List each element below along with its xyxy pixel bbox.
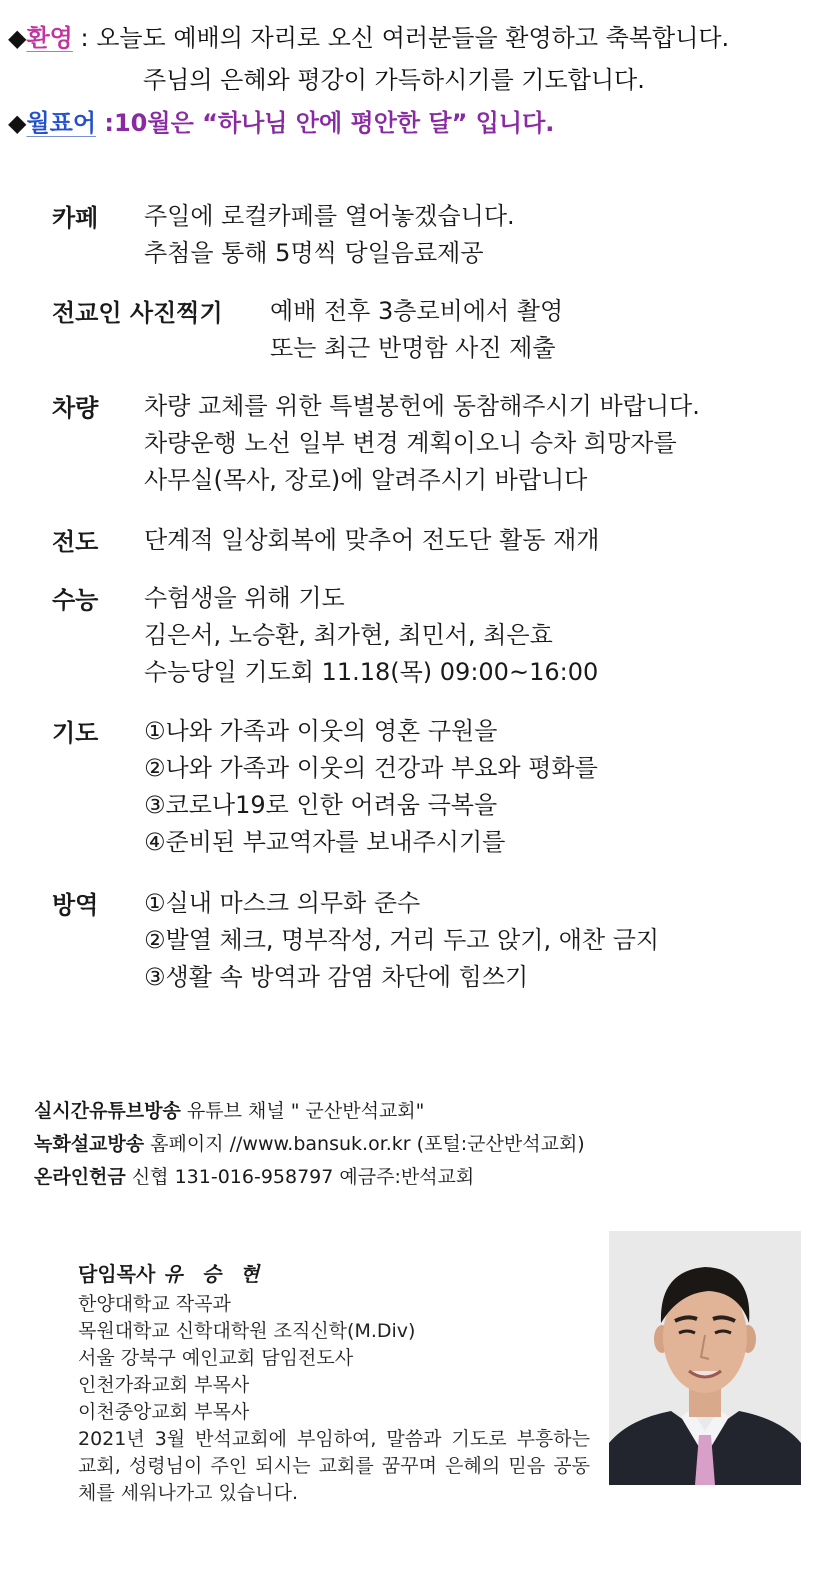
info-offering bbox=[34, 1162, 474, 1189]
welcome-text: : 오늘도 예배의 자리로 오신 여러분들을 환영하고 축복합니다. bbox=[72, 24, 730, 52]
pastor-statement: 2021년 3월 반석교회에 부임하여, 말씀과 기도로 부흥하는 교회, 성령님이 주인 되시는 교회를 꿈꾸며 은혜의 믿음 공동체를 세워나가고 있습니다. bbox=[78, 1428, 590, 1504]
section-line: 김은서, 노승환, 최가현, 최민서, 최은효 bbox=[144, 621, 553, 649]
section-label: 차량 bbox=[52, 394, 99, 422]
section-line: ②나와 가족과 이웃의 건강과 부요와 평화를 bbox=[144, 754, 598, 782]
section-line: ②발열 체크, 명부작성, 거리 두고 앉기, 애찬 금지 bbox=[144, 926, 660, 954]
welcome-line-2: 주님의 은혜와 평강이 가득하시기를 기도합니다. bbox=[143, 66, 645, 94]
info-value[interactable]: 홈페이지 //www.bansuk.or.kr (포털:군산반석교회) bbox=[150, 1133, 585, 1155]
info-label: 녹화설교방송 bbox=[34, 1133, 145, 1155]
pastor-photo bbox=[609, 1231, 801, 1485]
bio-line: 인천가좌교회 부목사 bbox=[78, 1374, 250, 1396]
diamond-bullet-icon: ◆ bbox=[8, 109, 27, 137]
section-line: ④준비된 부교역자를 보내주시기를 bbox=[144, 828, 506, 856]
section-line: 수험생을 위해 기도 bbox=[144, 584, 345, 612]
info-value: 유튜브 채널 " 군산반석교회" bbox=[186, 1100, 425, 1122]
section-line: 차량 교체를 위한 특별봉헌에 동참해주시기 바랍니다. bbox=[144, 392, 700, 420]
motto-line bbox=[8, 103, 554, 138]
bio-line: 목원대학교 신학대학원 조직신학(M.Div) bbox=[78, 1320, 416, 1342]
info-label: 온라인헌금 bbox=[34, 1166, 126, 1188]
section-label: 전교인 사진찍기 bbox=[52, 299, 223, 327]
section-label: 수능 bbox=[52, 586, 99, 614]
pastor-profile bbox=[78, 1258, 598, 1507]
section-line: 또는 최근 반명함 사진 제출 bbox=[270, 334, 556, 362]
section-line: ①나와 가족과 이웃의 영혼 구원을 bbox=[144, 717, 498, 745]
pastor-portrait-image bbox=[609, 1231, 801, 1485]
motto-key: 월표어 bbox=[26, 109, 97, 137]
section-label: 카페 bbox=[52, 204, 99, 232]
section-line: ①실내 마스크 의무화 준수 bbox=[144, 889, 421, 917]
section-label: 방역 bbox=[52, 891, 99, 919]
section-line: 사무실(목사, 장로)에 알려주시기 바랍니다 bbox=[144, 466, 588, 494]
welcome-key: 환영 bbox=[26, 24, 73, 52]
welcome-line bbox=[8, 18, 729, 53]
section-label: 기도 bbox=[52, 719, 99, 747]
section-label: 전도 bbox=[52, 528, 99, 556]
section-line: 수능당일 기도회 11.18(목) 09:00~16:00 bbox=[144, 658, 599, 686]
pastor-title: 담임목사 bbox=[78, 1262, 156, 1286]
section-line: 예배 전후 3층로비에서 촬영 bbox=[270, 297, 564, 325]
bio-line: 서울 강북구 예인교회 담임전도사 bbox=[78, 1347, 354, 1369]
info-label: 실시간유튜브방송 bbox=[34, 1100, 181, 1122]
section-line: 주일에 로컬카페를 열어놓겠습니다. bbox=[144, 202, 515, 230]
section-line: 단계적 일상회복에 맞추어 전도단 활동 재개 bbox=[144, 526, 600, 554]
info-youtube bbox=[34, 1096, 424, 1123]
bio-line: 한양대학교 작곡과 bbox=[78, 1293, 231, 1315]
pastor-name: 유 승 현 bbox=[163, 1262, 266, 1286]
info-value: 신협 131-016-958797 예금주:반석교회 bbox=[131, 1166, 475, 1188]
diamond-bullet-icon: ◆ bbox=[8, 24, 27, 52]
section-line: ③생활 속 방역과 감염 차단에 힘쓰기 bbox=[144, 963, 529, 991]
section-line: ③코로나19로 인한 어려움 극복을 bbox=[144, 791, 498, 819]
motto-text: :10월은 “하나님 안에 평안한 달” 입니다. bbox=[96, 109, 555, 137]
info-recorded bbox=[34, 1129, 585, 1156]
pastor-heading bbox=[78, 1258, 598, 1287]
section-line: 추첨을 통해 5명씩 당일음료제공 bbox=[144, 239, 484, 267]
bio-line: 이천중앙교회 부목사 bbox=[78, 1401, 250, 1423]
section-line: 차량운행 노선 일부 변경 계획이오니 승차 희망자를 bbox=[144, 429, 677, 457]
